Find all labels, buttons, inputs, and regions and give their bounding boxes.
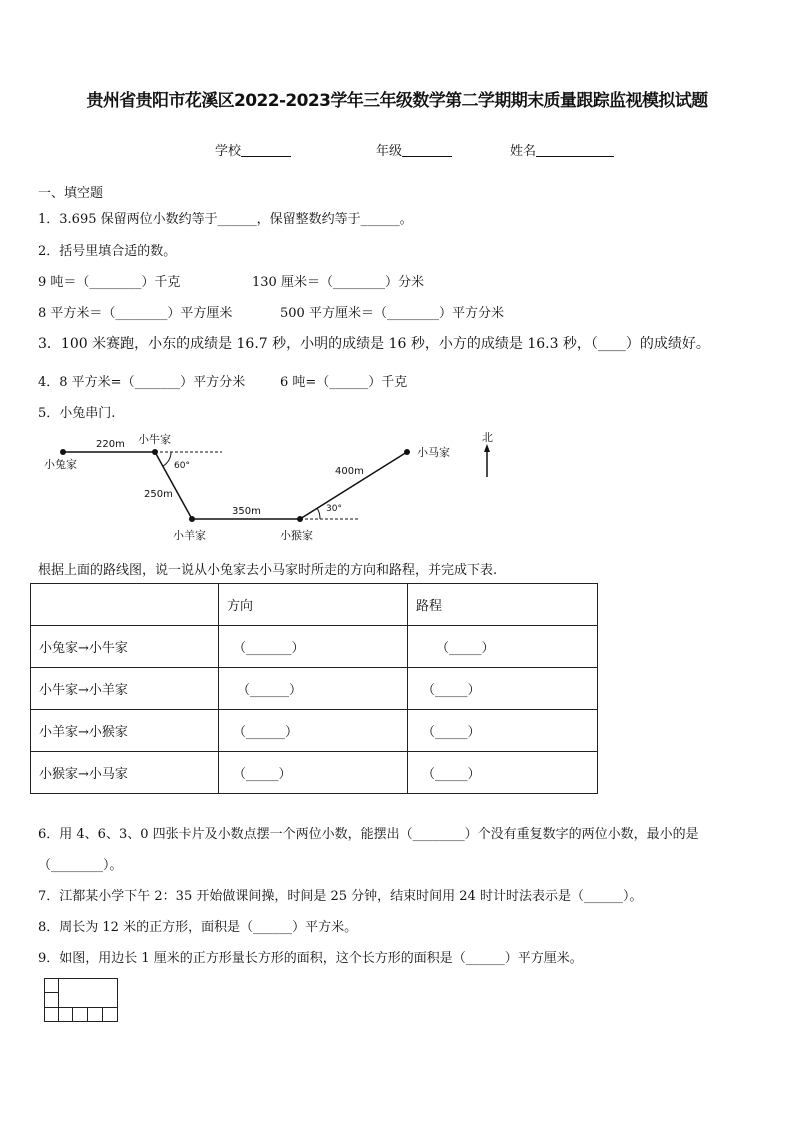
question-9: 9．如图，用边长 1 厘米的正方形量长方形的面积，这个长方形的面积是（______）平方厘米。 — [38, 951, 583, 966]
rabbit-home-point — [60, 449, 66, 455]
label-rabbit: 小兔家 — [44, 458, 77, 471]
table-header-cell — [31, 584, 219, 626]
table-header-cell: 方向 — [219, 584, 408, 626]
monkey-home-point — [297, 516, 303, 522]
question-8: 8．周长为 12 米的正方形，面积是（______）平方米。 — [38, 920, 358, 935]
route-segment: 小羊家→小猴家 — [31, 710, 219, 752]
page-title: 贵州省贵阳市花溪区2022-2023学年三年级数学第二学期期末质量跟踪监视模拟试题 — [86, 91, 708, 111]
question-6: 6．用 4、6、3、0 四张卡片及小数点摆一个两位小数，能摆出（________）个没有重复数字的两位小数，最小的是 — [38, 827, 699, 842]
unit-square — [72, 1007, 88, 1022]
question-6-continued: （________）。 — [38, 858, 123, 873]
label-sheep: 小羊家 — [173, 529, 206, 542]
school-label: 学校 — [215, 144, 242, 159]
distance-250: 250m — [144, 489, 173, 500]
label-monkey: 小猴家 — [280, 529, 313, 542]
question-2-a: 9 吨＝（________）千克 — [38, 275, 181, 290]
distance-blank[interactable]: （_____） — [408, 626, 598, 668]
direction-blank[interactable]: （_____） — [219, 752, 408, 794]
distance-blank[interactable]: （_____） — [408, 710, 598, 752]
angle-60: 60° — [174, 461, 190, 471]
unit-square — [87, 1007, 103, 1022]
grade-field[interactable] — [376, 140, 452, 159]
distance-350: 350m — [232, 506, 261, 517]
table-row — [31, 626, 598, 668]
route-segment: 小猴家→小马家 — [31, 752, 219, 794]
horse-home-point — [404, 449, 410, 455]
school-field[interactable] — [215, 140, 291, 159]
angle-30: 30° — [326, 504, 342, 514]
question-2-d: 500 平方厘米＝（________）平方分米 — [280, 306, 504, 321]
direction-blank[interactable]: （______） — [219, 668, 408, 710]
distance-400: 400m — [335, 466, 364, 477]
question-7: 7．江都某小学下午 2：35 开始做课间操，时间是 25 分钟，结束时间用 24 时计时法表示是（______）。 — [38, 889, 643, 904]
table-row — [31, 710, 598, 752]
rectangle-figure — [44, 978, 118, 1022]
table-row — [31, 752, 598, 794]
label-cow: 小牛家 — [138, 433, 171, 446]
north-label: 北 — [482, 431, 493, 444]
route-segment: 小兔家→小牛家 — [31, 626, 219, 668]
label-horse: 小马家 — [417, 446, 450, 459]
name-label: 姓名 — [510, 144, 537, 159]
direction-blank[interactable]: （_______） — [219, 626, 408, 668]
sheep-home-point — [189, 516, 195, 522]
unit-square — [44, 992, 59, 1008]
unit-square — [58, 1007, 73, 1022]
route-table — [30, 583, 598, 794]
section-heading: 一、填空题 — [38, 186, 104, 201]
table-header-cell: 路程 — [408, 584, 598, 626]
question-2-b: 130 厘米＝（________）分米 — [252, 275, 424, 290]
north-arrow-icon — [484, 444, 490, 477]
unit-square — [102, 1007, 118, 1022]
table-header-row — [31, 584, 598, 626]
distance-220: 220m — [96, 439, 125, 450]
grade-label: 年级 — [376, 144, 403, 159]
table-row — [31, 668, 598, 710]
direction-blank[interactable]: （______） — [219, 710, 408, 752]
unit-square — [44, 1007, 59, 1022]
distance-blank[interactable]: （_____） — [408, 752, 598, 794]
question-2: 2．括号里填合适的数。 — [38, 244, 177, 259]
question-4-b: 6 吨=（______）千克 — [280, 375, 408, 390]
question-5: 5．小兔串门. — [38, 406, 116, 421]
route-map — [30, 425, 510, 550]
route-segment: 小牛家→小羊家 — [31, 668, 219, 710]
cow-home-point — [152, 449, 158, 455]
question-1: 1．3.695 保留两位小数约等于______，保留整数约等于______。 — [38, 212, 413, 227]
question-4-a: 4．8 平方米=（_______）平方分米 — [38, 375, 246, 390]
distance-blank[interactable]: （_____） — [408, 668, 598, 710]
question-5-description: 根据上面的路线图，说一说从小兔家去小马家时所走的方向和路程，并完成下表. — [38, 563, 498, 578]
question-2-c: 8 平方米＝（________）平方厘米 — [38, 306, 233, 321]
name-field[interactable] — [510, 140, 614, 159]
question-3: 3．100 米赛跑，小东的成绩是 16.7 秒，小明的成绩是 16 秒，小方的成绩是 16.3 秒，（____）的成绩好。 — [38, 336, 710, 352]
unit-square — [44, 978, 59, 993]
